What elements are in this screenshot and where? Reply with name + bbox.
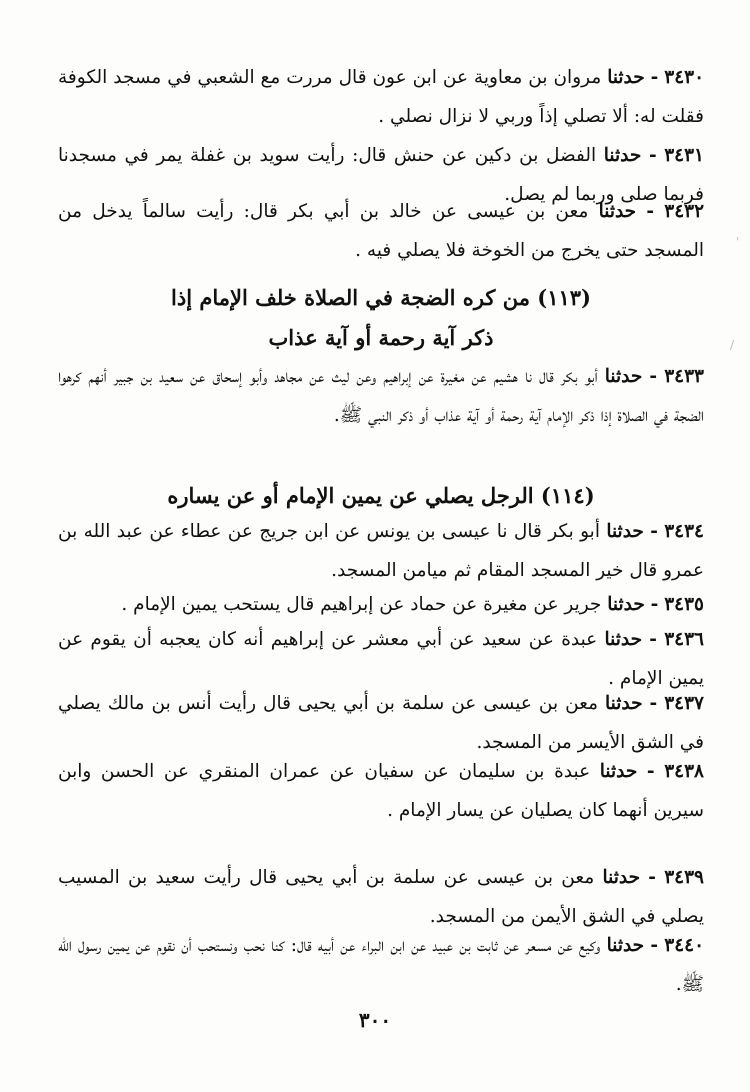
hadith-number: ٣٤٣٢ [664, 201, 705, 222]
hadith-lead: حدثنا [607, 67, 645, 88]
hadith-lead: حدثنا [604, 366, 643, 387]
hadith-3430 [58, 58, 704, 136]
hadith-number: ٣٤٣٨ [664, 761, 704, 782]
hadith-3433 [58, 357, 704, 435]
separator: - [649, 629, 657, 650]
hadith-lead: حدثنا [599, 761, 638, 782]
hadith-number: ٣٤٣٧ [664, 693, 704, 714]
hadith-number: ٣٤٣٣ [664, 366, 704, 387]
hadith-3432 [58, 192, 704, 270]
chapter-heading-line: ذكر آية رحمة أو آية عذاب [268, 325, 494, 350]
hadith-text: عبدة بن سليمان عن سفيان عن عمران المنقري عن الحسن وابن سيرين أنهما كان يصليان عن يسار الإمام . [58, 761, 704, 821]
hadith-number: ٣٤٣١ [664, 145, 704, 166]
hadith-number: ٣٤٣٩ [664, 867, 704, 888]
hadith-3434 [58, 512, 704, 590]
hadith-text: معن بن عيسى عن خالد بن أبي بكر قال: رأيت سالماً يدخل من المسجد حتى يخرج من الخوخة فلا يصلي فيه . [58, 201, 704, 261]
hadith-lead: حدثنا [606, 935, 645, 956]
hadith-number: ٣٤٣٥ [664, 594, 704, 615]
hadith-3437 [58, 684, 704, 762]
chapter-heading-line: (١١٣) من كره الضجة في الصلاة خلف الإمام إذا [171, 285, 591, 310]
hadith-lead: حدثنا [605, 693, 643, 714]
hadith-text: معن بن عيسى عن سلمة بن أبي يحيى قال رأيت أنس بن مالك يصلي في الشق الأيسر من المسجد. [58, 693, 704, 753]
hadith-number: ٣٤٣٦ [664, 629, 704, 650]
hadith-lead: حدثنا [603, 145, 642, 166]
hadith-3435 [58, 585, 704, 624]
separator: - [648, 867, 656, 888]
hadith-text: عبدة عن سعيد عن أبي معشر عن إبراهيم أنه كان يعجبه أن يقوم عن يمين الإمام . [58, 629, 704, 689]
page-number: ٣٠٠ [358, 1008, 392, 1032]
hadith-number: ٣٤٣٤ [664, 521, 704, 542]
hadith-number: ٣٤٣٠ [664, 67, 705, 88]
chapter-heading-line: (١١٤) الرجل يصلي عن يمين الإمام أو عن يساره [167, 483, 595, 508]
hadith-lead: حدثنا [604, 629, 642, 650]
separator: - [649, 366, 658, 387]
separator: - [650, 521, 658, 542]
hadith-text: جرير عن مغيرة عن حماد عن إبراهيم قال يستحب يمين الإمام . [121, 594, 602, 615]
scan-mark: / [730, 338, 735, 352]
hadith-number: ٣٤٤٠ [664, 935, 705, 956]
hadith-text: الفضل بن دكين عن حنش قال: رأيت سويد بن غفلة يمر في مسجدنا فربما صلى وربما لم يصل. [58, 145, 704, 205]
separator: - [646, 761, 655, 782]
hadith-lead: حدثنا [607, 594, 645, 615]
hadith-3440 [58, 926, 704, 1004]
separator: - [650, 67, 659, 88]
separator: - [650, 594, 659, 615]
hadith-text: مروان بن معاوية عن ابن عون قال مررت مع الشعبي في مسجد الكوفة فقلت له: ألا تصلي إذاً وربي لا نزال نصلي . [58, 67, 704, 127]
hadith-text: أبو بكر قال نا هشيم عن مغيرة عن إبراهيم وعن ليث عن مجاهد وأبو إسحاق عن سعيد بن جبير أنهم كرهوا الضجة في الصلاة إذا ذكر الإمام آية رحمة أو آية عذاب أو ذكر النبي ﷺ. [58, 366, 704, 426]
separator: - [648, 145, 657, 166]
hadith-3439 [58, 858, 704, 936]
separator: - [649, 693, 658, 714]
hadith-lead: حدثنا [598, 201, 637, 222]
hadith-lead: حدثنا [606, 521, 644, 542]
hadith-lead: حدثنا [602, 867, 641, 888]
chapter-heading-113 [58, 278, 704, 358]
chapter-heading-114 [58, 476, 704, 516]
separator: - [646, 201, 655, 222]
hadith-text: معن بن عيسى عن سلمة بن أبي يحيى قال رأيت سعيد بن المسيب يصلي في الشق الأيمن من المسجد. [58, 867, 704, 927]
hadith-3438 [58, 752, 704, 830]
separator: - [650, 935, 659, 956]
hadith-text: أبو بكر قال نا عيسى بن يونس عن ابن جريج عن عطاء عن عبد الله بن عمرو قال خير المسجد المقام ثم ميامن المسجد. [58, 521, 704, 581]
scan-mark: ' [736, 235, 740, 249]
hadith-text: وكيع عن مسعر عن ثابت بن عبيد عن ابن البراء عن أبيه قال: كنا نحب ونستحب أن نقوم عن يمين رسول الله ﷺ. [58, 935, 704, 995]
